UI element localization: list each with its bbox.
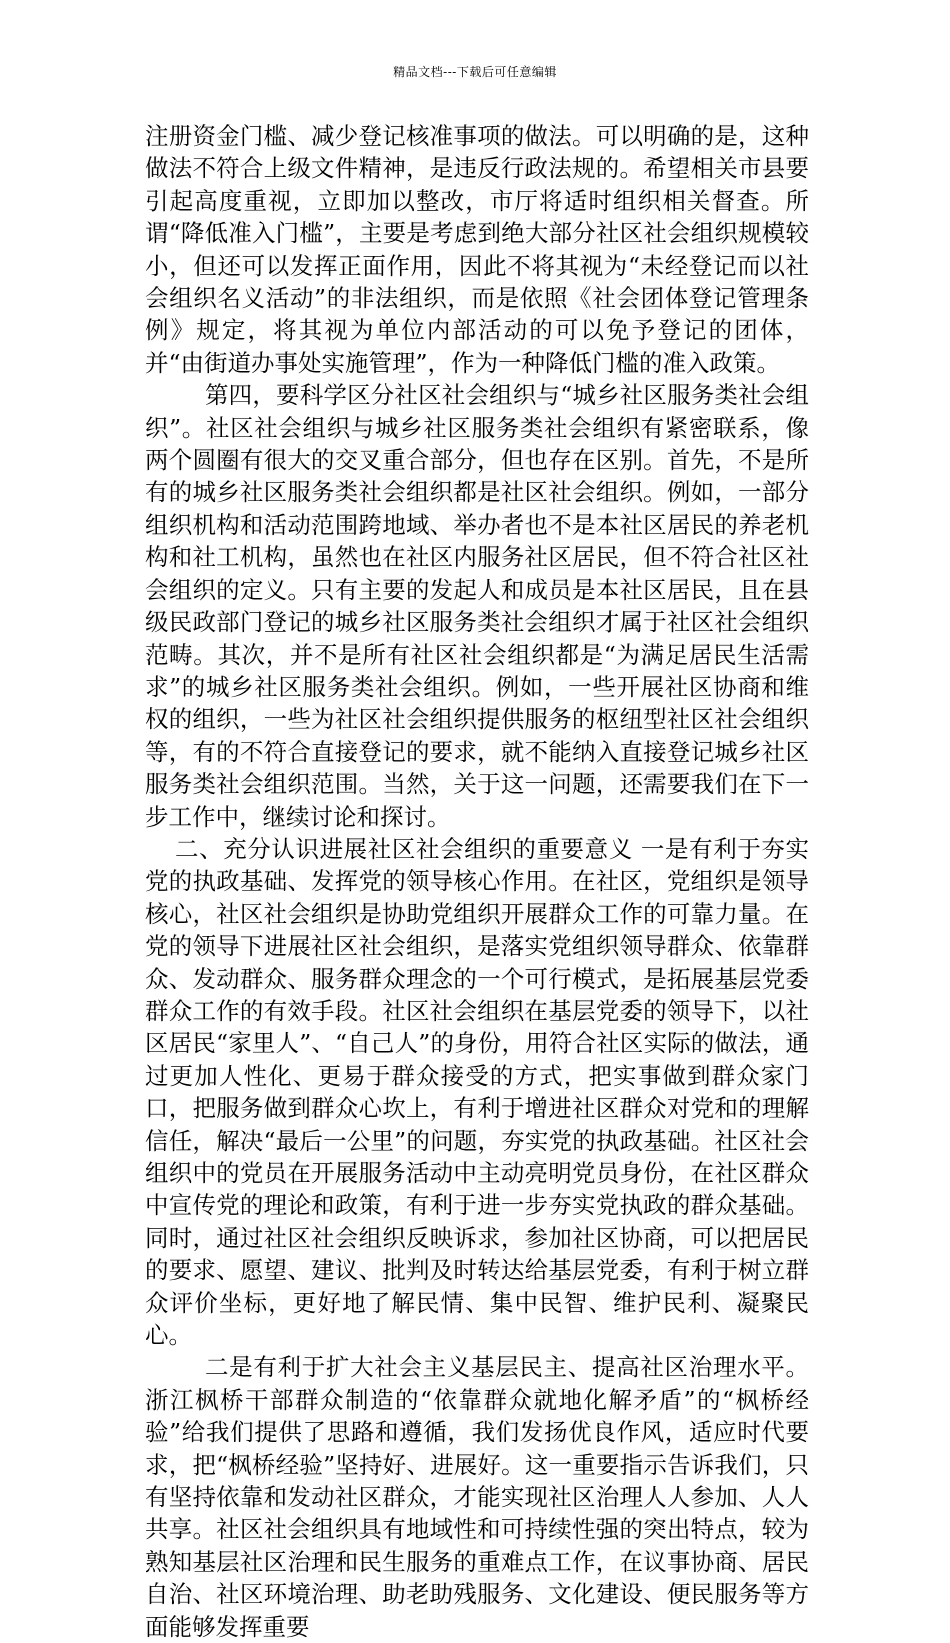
paragraph-fourth-distinction: 第四，要科学区分社区社会组织与“城乡社区服务类社会组织”。社区社会组织与城乡社区服务类社会组织有紧密联系，像两个圆圈有很大的交叉重合部分，但也存在区别。首先，不是所有的城乡社区服务类社会组织都是社区社会组织。例如，一部分组织机构和活动范围跨地域、举办者也不是本社区居民的养老机构和社工机构，虽然也在社区内服务社区居民，但不符合社区社会组织的定义。只有主要的发起人和成员是本社区居民，且在县级民政部门登记的城乡社区服务类社会组织才属于社区社会组织范畴。其次，并不是所有社区社会组织都是“为满足居民生活需求”的城乡社区服务类社会组织。例如，一些开展社区协商和维权的组织，一些为社区社会组织提供服务的枢纽型社区社会组织等，有的不符合直接登记的要求，就不能纳入直接登记城乡社区服务类社会组织范围。当然，关于这一问题，还需要我们在下一步工作中，继续讨论和探讨。 [145, 381, 809, 831]
paragraph-section-two-significance: 二、充分认识进展社区社会组织的重要意义 一是有利于夯实党的执政基础、发挥党的领导核心作用。在社区，党组织是领导核心，社区社会组织是协助党组织开展群众工作的可靠力量。在党的领导下进展社区社会组织，是落实党组织领导群众、依靠群众、发动群众、服务群众理念的一个可行模式，是拓展基层党委群众工作的有效手段。社区社会组织在基层党委的领导下，以社区居民“家里人”、“自己人”的身份，用符合社区实际的做法，通过更加人性化、更易于群众接受的方式，把实事做到群众家门口，把服务做到群众心坎上，有利于增进社区群众对党和的理解信任，解决“最后一公里”的问题，夯实党的执政基础。社区社会组织中的党员在开展服务活动中主动亮明党员身份，在社区群众中宣传党的理论和政策，有利于进一步夯实党执政的群众基础。同时，通过社区社会组织反映诉求，参加社区协商，可以把居民的要求、愿望、建议、批判及时转达给基层党委，有利于树立群众评价坐标，更好地了解民情、集中民智、维护民利、凝聚民心。 [145, 834, 809, 1350]
page-header: 精品文档---下载后可任意编辑 [393, 65, 557, 79]
paragraph-grassroots-democracy: 二是有利于扩大社会主义基层民主、提高社区治理水平。浙江枫桥干部群众制造的“依靠群众就地化解矛盾”的“枫桥经验”给我们提供了思路和遵循，我们发扬优良作风，适应时代要求，把“枫桥经验”坚持好、进展好。这一重要指示告诉我们，只有坚持依靠和发动社区群众，才能实现社区治理人人参加、人人共享。社区社会组织具有地域性和可持续性强的突出特点，较为熟知基层社区治理和民生服务的重难点工作，在议事协商、居民自治、社区环境治理、助老助残服务、文化建设、便民服务等方面能够发挥重要 [145, 1353, 809, 1641]
paragraph-registration-threshold: 注册资金门槛、减少登记核准事项的做法。可以明确的是，这种做法不符合上级文件精神，是违反行政法规的。希望相关市县要引起高度重视，立即加以整改，市厅将适时组织相关督查。所谓“降低准入门槛”，主要是考虑到绝大部分社区社会组织规模较小，但还可以发挥正面作用，因此不将其视为“未经登记而以社会组织名义活动”的非法组织，而是依照《社会团体登记管理条例》规定，将其视为单位内部活动的可以免予登记的团体，并“由街道办事处实施管理”，作为一种降低门槛的准入政策。 [145, 122, 809, 377]
document-body [145, 120, 809, 1643]
